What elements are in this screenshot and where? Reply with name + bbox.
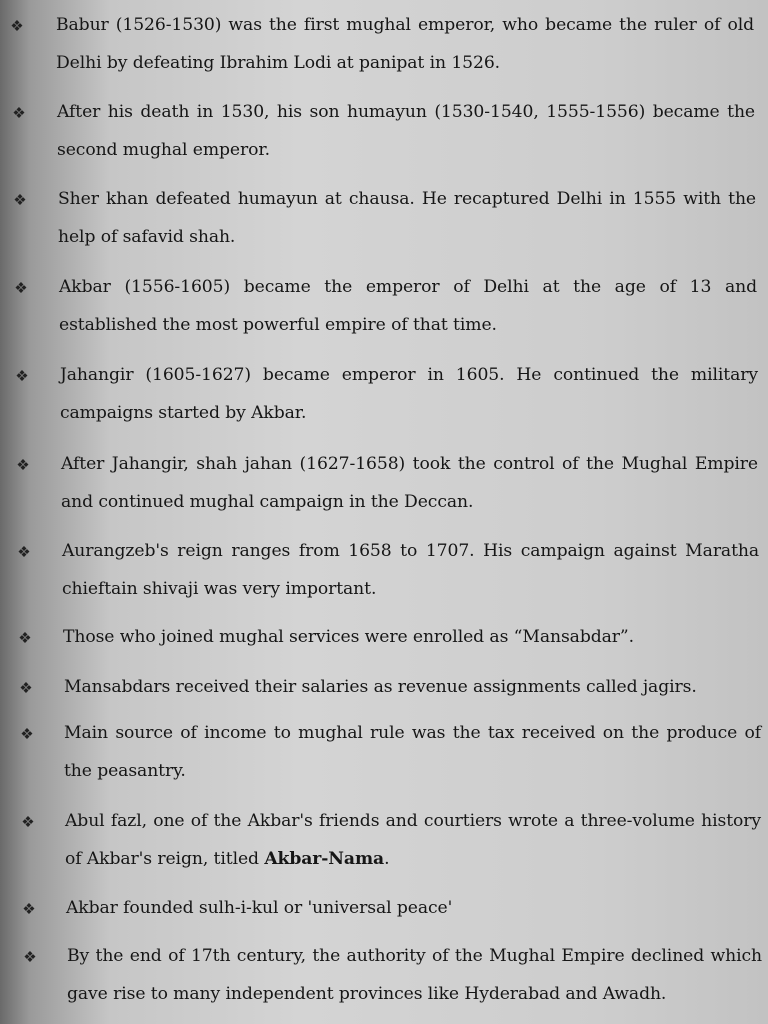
list-item-text: Sher khan defeated humayun at chausa. He recaptured Delhi in 1555 with the help of safavid shah. (58, 189, 756, 247)
list-item-text: Akbar founded sulh-i-kul or 'universal peace' (66, 898, 453, 918)
list-item-text: Babur (1526-1530) was the first mughal emperor, who became the ruler of old Delhi by defeating Ibrahim Lodi at panipat in 1526. (56, 15, 754, 73)
book-title: Akbar-Nama (264, 849, 385, 869)
diamond-bullet-icon: ❖ (16, 456, 30, 474)
diamond-bullet-icon: ❖ (19, 679, 33, 697)
diamond-bullet-icon: ❖ (17, 543, 31, 561)
diamond-bullet-icon: ❖ (23, 948, 37, 966)
list-item-text: Main source of income to mughal rule was the tax received on the produce of the peasantry. (64, 723, 761, 781)
list-item-text: Akbar (1556-1605) became the emperor of Delhi at the age of 13 and established the most powerful empire of that time. (59, 277, 757, 335)
list-item-text-end: . (384, 849, 390, 869)
list-item-text: Aurangzeb's reign ranges from 1658 to 1707. His campaign against Maratha chieftain shivaji was very important. (62, 541, 759, 599)
list-item-text-plain: Abul fazl, one of the Akbar's friends and courtiers wrote a three-volume history of Akbar's reign, titled (65, 811, 761, 869)
list-item-text: Those who joined mughal services were enrolled as “Mansabdar”. (63, 627, 634, 647)
list-item-text: Jahangir (1605-1627) became emperor in 1605. He continued the military campaigns started by Akbar. (60, 365, 758, 423)
diamond-bullet-icon: ❖ (10, 17, 24, 35)
list-item-text: After his death in 1530, his son humayun (1530-1540, 1555-1556) became the second mughal emperor. (57, 102, 755, 160)
diamond-bullet-icon: ❖ (20, 725, 34, 743)
diamond-bullet-icon: ❖ (22, 900, 36, 918)
diamond-bullet-icon: ❖ (18, 629, 32, 647)
list-item-text: After Jahangir, shah jahan (1627-1658) took the control of the Mughal Empire and continued mughal campaign in the Deccan. (61, 454, 758, 512)
diamond-bullet-icon: ❖ (15, 367, 29, 385)
diamond-bullet-icon: ❖ (21, 813, 35, 831)
list-item-text: By the end of 17th century, the authority of the Mughal Empire declined which gave rise to many independent provinces like Hyderabad and Awadh. (67, 946, 762, 1004)
diamond-bullet-icon: ❖ (14, 279, 28, 297)
diamond-bullet-icon: ❖ (13, 191, 27, 209)
list-item-text: Mansabdars received their salaries as revenue assignments called jagirs. (64, 677, 697, 697)
diamond-bullet-icon: ❖ (12, 104, 26, 122)
list-item-text (65, 802, 761, 878)
